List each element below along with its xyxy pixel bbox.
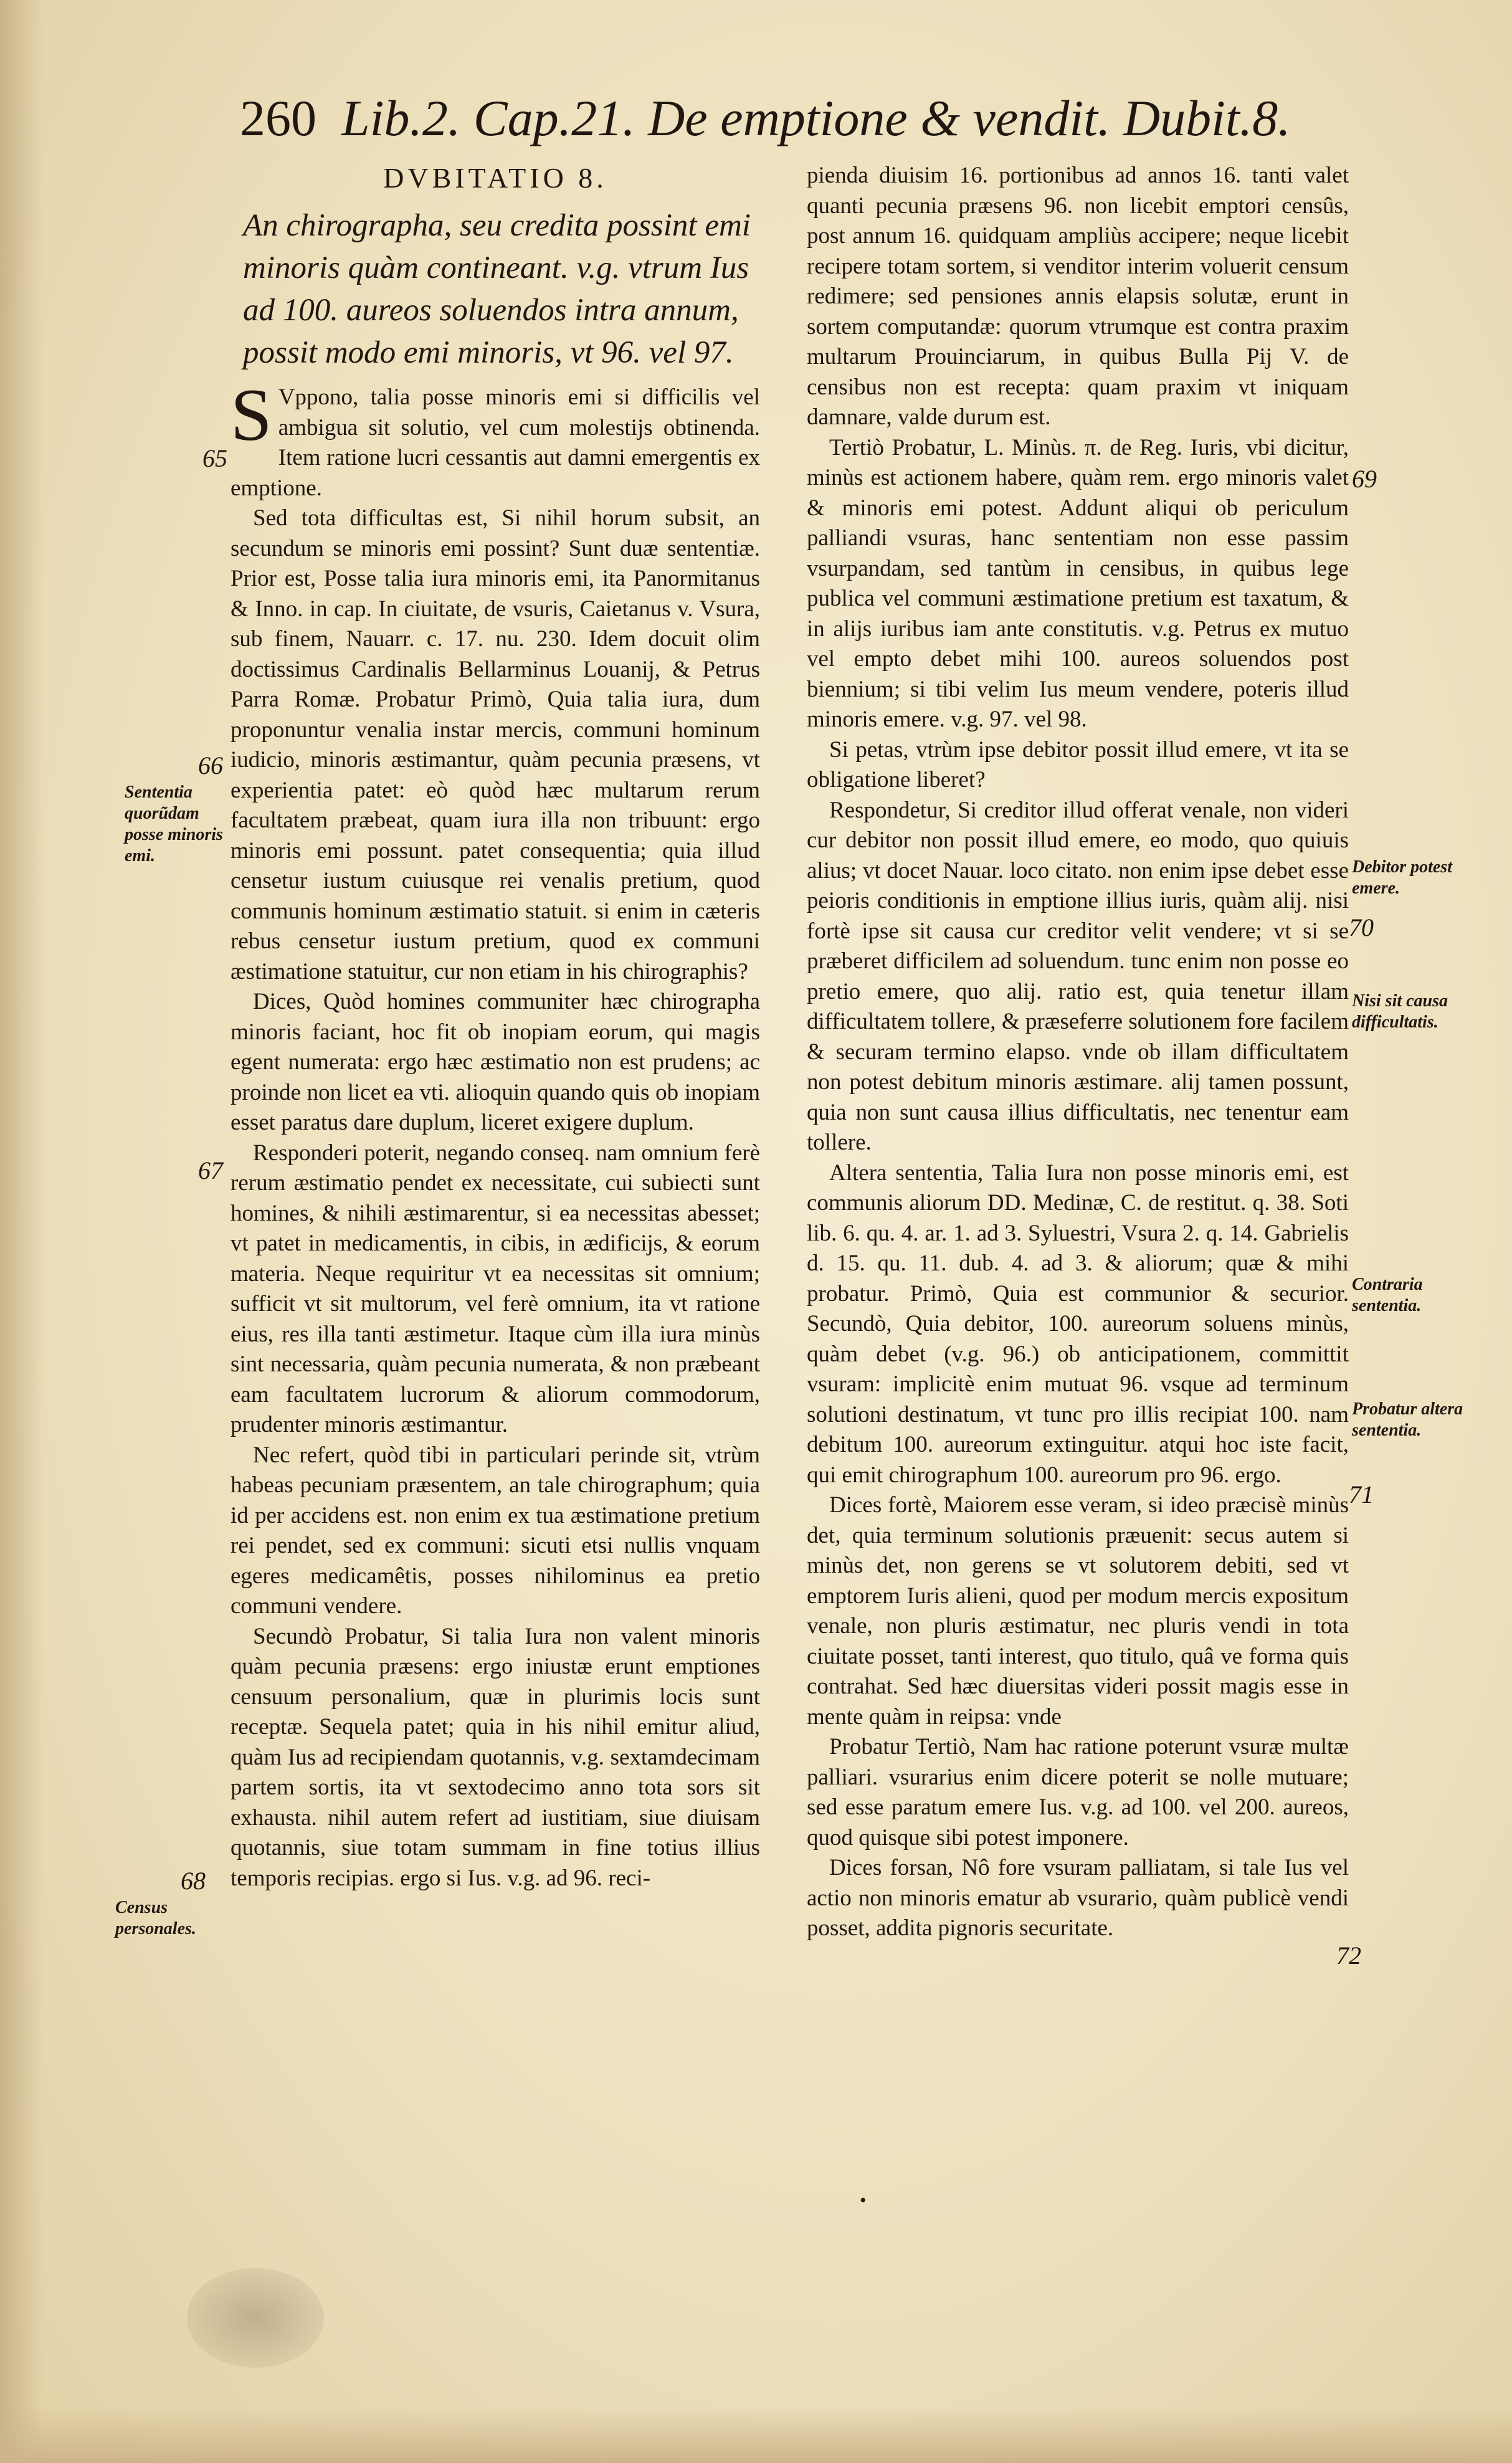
paragraph-3: Dices, Quòd homines communiter hæc chirographa minoris faciant, hoc fit ob inopiam eorum, qui magis egent numerata: ergo hæc æstimatio non est prudens; ac proinde non licet ea vti. alioquin quando quis ob inopiam esset paratus dare duplum, liceret exigere duplum. — [231, 989, 760, 1135]
dubitatio-question: An chirographa, seu credita possint emi minoris quàm contineant. v.g. vtrum Ius ad 100. aureos soluendos intra annum, possit modo emi minoris, vt 96. vel 97. — [243, 208, 751, 370]
left-column — [231, 161, 760, 1894]
margin-note-sententia: Sententia quorũdam posse minoris emi. — [125, 783, 223, 865]
paragraph-9: Si petas, vtrùm ipse debitor possit illud emere, vt ita se obligatione liberet? — [807, 736, 1349, 793]
margin-note-contraria: Contraria sententia. — [1352, 1275, 1423, 1315]
page-left-shadow — [0, 0, 44, 2463]
margin-number-70: 70 — [1349, 913, 1374, 941]
paragraph-14: Dices forsan, Nô fore vsuram palliatam, si tale Ius vel actio non minoris ematur ab vsurario, quàm publicè vendi posset, addita pignoris securitate. — [807, 1855, 1349, 1941]
running-title: Lib.2. Cap.21. De emptione & vendit. Dubit.8. — [341, 90, 1291, 146]
right-column — [807, 161, 1349, 1944]
margin-note-nisi: Nisi sit causa difficultatis. — [1352, 991, 1448, 1032]
paragraph-13: Probatur Tertiò, Nam hac ratione poterunt vsuræ multæ palliari. vsurarius enim dicere poterit se nolle mutuare; sed esse paratum emere Ius. v.g. ad 100. vel 200. aureos, quod quisque sibi potest imponere. — [807, 1734, 1349, 1851]
margin-number-68: 68 — [181, 1867, 206, 1895]
margin-number-71: 71 — [1349, 1480, 1374, 1508]
ink-smudge — [187, 2268, 324, 2368]
paragraph-10: Respondetur, Si creditor illud offerat venale, non videri cur debitor non possit illud emere, eo modo, quo quiuis alius; vt docet Nauar. loco citato. non enim ipse debet esse peioris conditionis in emptione illius iuris, quàm alij. nisi fortè ipse sit causa cur creditor velit vendere; vt si se præberet difficilem ad soluendum. tunc enim non posse eo pretio emere, quo alij. ratio est, quia tenetur illam difficultatem tollere, & præseferre solutionem fore facilem & securam termino elapso. vnde ob illam difficultatem non potest debitum minoris æstimare. alij tamen possunt, quia non sunt causa illius difficultatis, nec tenentur eam tollere. — [807, 797, 1349, 1155]
margin-note-census: Census personales. — [115, 1898, 196, 1938]
paragraph-11: Altera sententia, Talia Iura non posse minoris emi, est communis aliorum DD. Medinæ, C. de restitut. q. 38. Soti lib. 6. qu. 4. ar. 1. ad 3. Syluestri, Vsura 2. q. 14. Gabrielis d. 15. qu. 11. dub. 4. ad 3. & aliorum; quæ & mihi probatur. Primò, Quia est communior & securior. Secundò, Quia debitor, 100. aureorum soluens minùs, quàm debet (v.g. 96.) ob anticipationem, committit vsuram: implicitè enim mutuat 96. vsque ad terminum solutioni destinatum, vt tunc pro illis recipiat 100. nam debitum 100. aureorum extinguitur. atqui hoc iste facit, qui emit chirographum 100. aureorum pro 96. ergo. — [807, 1160, 1349, 1488]
paragraph-1 — [231, 373, 760, 503]
dubitatio-heading: DVBITATIO 8. — [383, 162, 607, 194]
paragraph-4: Responderi poterit, negando conseq. nam omnium ferè rerum æstimatio pendet ex necessitate, cui subiecti sunt homines, & nihili æstimarentur, si ea necessitas abesset; vt patet in medicamentis, in cibis, in ædificijs, & eorum materia. Neque requiritur vt ea necessitas sit omnium; sufficit vt sit multorum, vel ferè omnium, ita vt ratione eius, res illa tanti æstimetur. Itaque cùm illa iura minùs sint necessaria, quàm pecunia numerata, & non præbeant eam facultatem lucrorum & aliorum commodorum, prudenter minoris æstimantur. — [231, 1140, 760, 1437]
drop-cap: S — [231, 373, 272, 456]
margin-note-probatur: Probatur altera sententia. — [1352, 1399, 1463, 1440]
paragraph-6: Secundò Probatur, Si talia Iura non valent minoris quàm pecunia præsens: ergo iniustæ erunt emptiones censuum personalium, quæ in plurimis locis sunt receptæ. Sequela patet; quia in his nihil emitur aliud, quàm Ius ad recipiendam quotannis, v.g. sextamdecimam partem sortis, ita vt sextodecimo anno tota sors sit exhausta. nihil autem refert ad iustitiam, siue diuisam quotannis, siue totam summam in fine totius illius temporis recipias. ergo si Ius. v.g. ad 96. reci- — [231, 1623, 760, 1891]
paragraph-7: pienda diuisim 16. portionibus ad annos 16. tanti valet quanti pecunia præsens 96. non licebit emptori censûs, post annum 16. quidquam ampliùs accipere; neque licebit recipere totam sortem, si venditor interim voluerit censum redimere; sed pensiones annis elapsis solutæ, erunt in sortem computandæ: quorum vtrumque est contra praxim multarum Prouinciarum, in quibus Bulla Pij V. de censibus non est recepta: quam praxim vt iniquam damnare, valde durum est. — [807, 163, 1349, 430]
page-number: 260 — [240, 90, 316, 146]
page-bottom-shadow — [0, 2407, 1512, 2463]
paragraph-2: Sed tota difficultas est, Si nihil horum subsit, an secundum se minoris emi possint? Sunt duæ sententiæ. Prior est, Posse talia iura minoris emi, ita Panormitanus & Inno. in cap. In ciuitate, de vsuris, Caietanus v. Vsura, sub finem, Nauarr. c. 17. nu. 230. Idem docuit olim doctissimus Cardinalis Bellarminus Louanij, & Petrus Parra Romæ. Probatur Primò, Quia talia iura, dum proponuntur venalia instar mercis, communi hominum iudicio, minoris æstimantur, quàm pecunia præsens, vt experientia patet: eò quòd hæc multarum rerum facultatem præbeat, quam iura illa non tribuunt: ergo minoris emi possunt. patet consequentia; quia illud censetur iustum cuiusque rei venalis pretium, quod communis hominum æstimatio statuit. si enim in cæteris rebus censetur iustum pretium, quod ex communi æstimatione statuitur, cur non etiam in his chirographis? — [231, 505, 760, 984]
margin-number-67: 67 — [198, 1156, 223, 1184]
margin-number-72: 72 — [1336, 1941, 1361, 1970]
paragraph-12: Dices fortè, Maiorem esse veram, si ideo præcisè minùs det, quia terminum solutionis præuenit: secus autem si minùs det, non gerens se vt solutorem debiti, sed vt emptorem Iuris alieni, quod per modum mercis expositum venale, non pluris æstimatur, nec pluris vendi in tota ciuitate posset, tanti interest, quo titulo, quâ ve forma quis contrahat. Sed hæc diuersitas videri possit magis esse in mente quàm in reipsa: vnde — [807, 1492, 1349, 1730]
margin-number-69: 69 — [1352, 465, 1377, 493]
ornament-dot: • — [860, 2190, 867, 2211]
running-header — [240, 87, 1291, 150]
paragraph-5: Nec refert, quòd tibi in particulari perinde sit, vtrùm habeas pecuniam præsentem, an tale chirographum; quia id per accidens est. non enim ex tua æstimatione pretium rei pendet, sed ex communi: sicuti etsi nullis vnquam egeres medicamêtis, posses nihilominus ea pretio communi vendere. — [231, 1442, 760, 1619]
paragraph-1-text: Vppono, talia posse minoris emi si difficilis vel ambigua sit solutio, vel cum molestijs obtinenda. Item ratione lucri cessantis aut damni emergentis ex emptione. — [231, 384, 760, 501]
paragraph-8: Tertiò Probatur, L. Minùs. π. de Reg. Iuris, vbi dicitur, minùs est actionem habere, quàm rem. ergo minoris valet & minoris emi potest. Addunt aliqui ob periculum palliandi vsuras, hanc sententiam non esse passim vsurpandam, sed tantùm in censibus, in quibus lege publica vel communi æstimatione pretium est taxatum, & in alijs iuribus iam ante constitutis. v.g. Petrus ex mutuo vel empto debet mihi 100. aureos soluendos post biennium; si tibi velim Ius meum vendere, poteris illud minoris emere. v.g. 97. vel 98. — [807, 434, 1349, 732]
margin-number-66: 66 — [198, 751, 223, 779]
margin-number-65: 65 — [202, 444, 227, 472]
margin-note-debitor: Debitor potest emere. — [1352, 857, 1452, 898]
